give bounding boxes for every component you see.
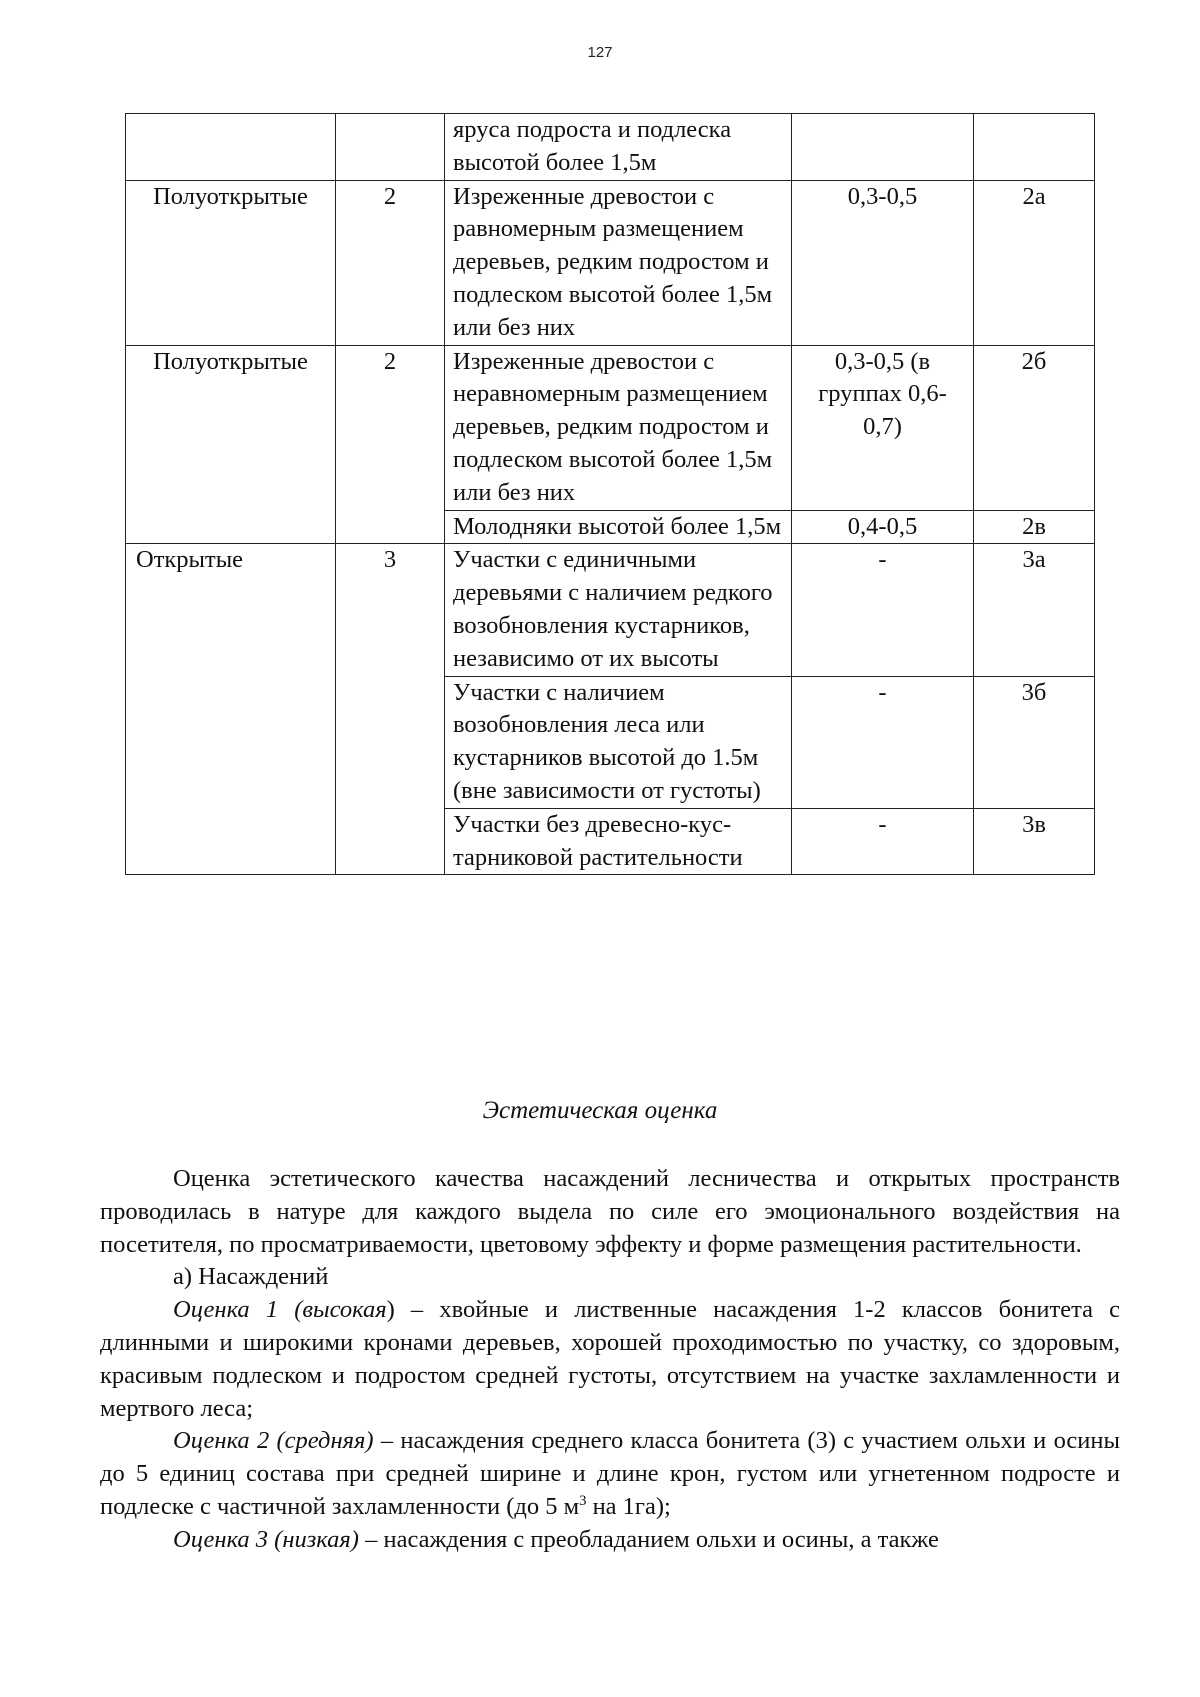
description-cell: Участки без древесно-кус-тарниковой растительности: [445, 808, 792, 875]
category-cell: Открытые: [126, 544, 336, 875]
description-cell: Участки с единичными деревьями с наличием редкого возобновления кустарников, независимо от их высоты: [445, 544, 792, 676]
grade-1-paragraph: [100, 1294, 1120, 1425]
code-cell: 3б: [974, 676, 1095, 808]
density-cell: 0,3-0,5 (в группах 0,6-0,7): [792, 345, 974, 510]
grade-1-label: Оценка 1 (высокая: [173, 1296, 387, 1324]
page-number: 127: [587, 44, 613, 61]
description-cell: яруса подроста и подлеска высотой более 1,5м: [445, 114, 792, 181]
density-cell: -: [792, 544, 974, 676]
grade-2-paragraph: [100, 1425, 1120, 1523]
description-cell: Участки с наличием возобновления леса или кустарников высотой до 1.5м (вне зависимости от густоты): [445, 676, 792, 808]
group-cell: 2: [336, 345, 445, 544]
table-row: [126, 544, 1095, 676]
section-title: Эстетическая оценка: [482, 1097, 718, 1124]
grade-3-label: Оценка 3 (низкая): [173, 1525, 359, 1553]
grade-3-text: – насаждения с преобладанием ольхи и осины, а также: [358, 1525, 939, 1553]
code-cell: 3а: [974, 544, 1095, 676]
density-cell: 0,4-0,5: [792, 510, 974, 544]
description-cell: Изреженные древостои с неравномерным размещением деревьев, редким подростом и подлеском высотой более 1,5м или без них: [445, 345, 792, 510]
density-cell: -: [792, 676, 974, 808]
density-cell: 0,3-0,5: [792, 180, 974, 345]
grade-1-text: ) – хвойные и лиственные насаждения 1-2 классов бонитета с длинными и широкими кронами деревьев, хорошей проходимостью по участку, со здоровым, красивым подлеском и подростом средней густоты, отсутствием на участке захламленности и мертвого леса;: [100, 1296, 1120, 1422]
table-row: [126, 114, 1095, 181]
category-cell: Полуоткрытые: [126, 345, 336, 544]
density-cell: [792, 114, 974, 181]
group-cell: [336, 114, 445, 181]
body-text: [100, 1163, 1120, 1557]
density-cell: -: [792, 808, 974, 875]
grade-2-label: Оценка 2 (средняя): [173, 1427, 374, 1455]
table-row: [126, 180, 1095, 345]
code-cell: 3в: [974, 808, 1095, 875]
cubic-superscript: 3: [579, 1493, 587, 1510]
description-cell: Изреженные древостои с равномерным размещением деревьев, редким подростом и подлеском высотой более 1,5м или без них: [445, 180, 792, 345]
intro-paragraph: Оценка эстетического качества насаждений лесничества и открытых пространств проводилась в натуре для каждого выдела по силе его эмоционального воздействия на посетителя, по просматриваемости, цветовому эффекту и форме размещения растительности.: [100, 1165, 1120, 1258]
grade-2-text-end: на 1га);: [586, 1492, 671, 1520]
grade-2-text: – насаждения среднего класса бонитета (3) с участием ольхи и осины до 5 единиц состава при средней ширине и длине крон, густом или угнетенном подросте и подлеске с частичной захламленности (до 5 м: [100, 1427, 1120, 1520]
description-cell: Молодняки высотой более 1,5м: [445, 510, 792, 544]
code-cell: 2в: [974, 510, 1095, 544]
landscape-zones-table: [125, 113, 1095, 875]
code-cell: 2б: [974, 345, 1095, 510]
category-cell: [126, 114, 336, 181]
table-row: [126, 345, 1095, 510]
subheading-paragraph: а) Насаждений: [173, 1263, 329, 1291]
group-cell: 3: [336, 544, 445, 875]
category-cell: Полуоткрытые: [126, 180, 336, 345]
code-cell: [974, 114, 1095, 181]
code-cell: 2а: [974, 180, 1095, 345]
group-cell: 2: [336, 180, 445, 345]
grade-3-paragraph: [100, 1524, 1120, 1557]
